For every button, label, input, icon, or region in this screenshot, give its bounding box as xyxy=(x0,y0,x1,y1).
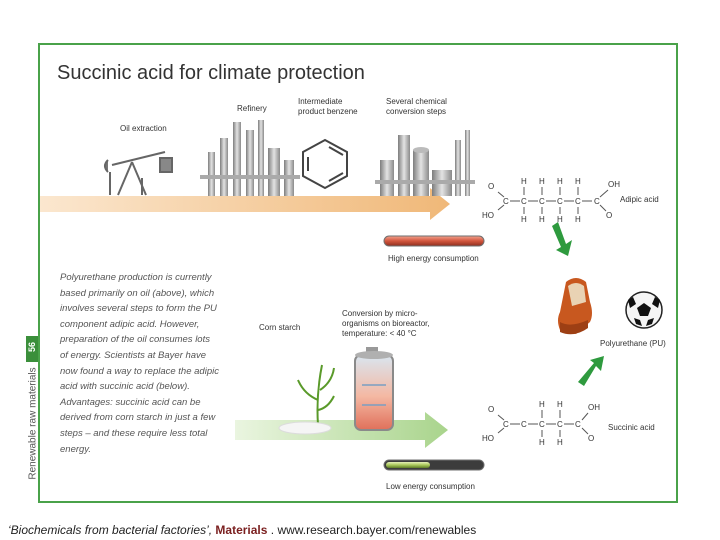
label-low-energy: Low energy consumption xyxy=(386,482,475,491)
oil-pump-icon xyxy=(105,152,172,195)
succinic-h4: H xyxy=(557,438,563,447)
caption-italic: ‘Biochemicals from bacterial factories’, xyxy=(8,523,216,537)
succinic-c5: C xyxy=(575,420,581,429)
succinic-h3: H xyxy=(539,438,545,447)
adipic-h7: H xyxy=(557,215,563,224)
succinic-h2: H xyxy=(557,400,563,409)
succinic-h1: H xyxy=(539,400,545,409)
adipic-c5: C xyxy=(575,197,581,206)
label-chemical-steps: Several chemical conversion steps xyxy=(386,97,447,116)
adipic-c3: C xyxy=(539,197,545,206)
bio-process-arrow xyxy=(235,412,448,448)
soccer-ball-icon xyxy=(626,292,662,328)
section-label: Renewable raw materials xyxy=(27,367,39,480)
source-caption xyxy=(8,523,476,537)
succinic-oh: OH xyxy=(588,403,600,412)
adipic-c4: C xyxy=(557,197,563,206)
low-energy-fill xyxy=(386,462,430,468)
adipic-c2: C xyxy=(521,197,527,206)
starch-pile xyxy=(279,422,331,434)
label-high-energy: High energy consumption xyxy=(388,254,479,263)
adipic-h5: H xyxy=(521,215,527,224)
benzene-ring-icon xyxy=(303,140,347,188)
diagram-title: Succinic acid for climate protection xyxy=(57,62,365,84)
down-pointer-arrow xyxy=(552,222,572,256)
chemical-plant-icon xyxy=(375,130,475,196)
succinic-c1: C xyxy=(503,420,509,429)
succinic-c3: C xyxy=(539,420,545,429)
adipic-o-bottom: O xyxy=(606,211,613,220)
caption-link[interactable]: . www.research.bayer.com/renewables xyxy=(267,523,477,537)
adipic-h6: H xyxy=(539,215,545,224)
label-adipic-acid: Adipic acid xyxy=(620,195,659,204)
label-conversion: Conversion by micro-organisms on bioreactor, temperature: < 40 °C xyxy=(342,309,430,338)
adipic-h3: H xyxy=(557,177,563,186)
label-succinic-acid: Succinic acid xyxy=(608,423,655,432)
adipic-acid-bonds xyxy=(498,187,608,214)
succinic-o-bottom: O xyxy=(588,434,595,443)
adipic-oh: OH xyxy=(608,180,620,189)
adipic-c1: C xyxy=(503,197,509,206)
label-corn-starch: Corn starch xyxy=(259,323,301,332)
label-polyurethane: Polyurethane (PU) xyxy=(600,339,666,348)
succinic-ho: HO xyxy=(482,434,494,443)
adipic-ho: HO xyxy=(482,211,494,220)
adipic-o-top: O xyxy=(488,182,495,191)
adipic-h1: H xyxy=(521,177,527,186)
adipic-h2: H xyxy=(539,177,545,186)
corn-plant-icon xyxy=(298,365,334,425)
succinic-o-top: O xyxy=(488,405,495,414)
car-seat-icon xyxy=(558,278,592,334)
refinery-icon xyxy=(200,120,300,196)
description-paragraph: Polyurethane production is currently based primarily on oil (above), which involves several steps to form the PU component adipic acid. However, preparation of the oil consumes lots of energy. Scientists at Bayer have now found a way to replace the adipic acid with succinic acid (below). Advantages: succinic acid can be derived from corn starch in just a few steps – and these require less total energy. xyxy=(60,272,219,455)
caption-bold: Materials xyxy=(215,523,268,537)
up-pointer-arrow xyxy=(578,356,604,386)
succinic-c2: C xyxy=(521,420,527,429)
bioreactor-icon xyxy=(355,347,393,430)
high-energy-bar xyxy=(384,236,484,246)
label-refinery: Refinery xyxy=(237,104,267,113)
label-oil-extraction: Oil extraction xyxy=(120,124,167,133)
page-number: 56 xyxy=(27,342,37,353)
succinic-c4: C xyxy=(557,420,563,429)
adipic-h8: H xyxy=(575,215,581,224)
label-intermediate: Intermediate product benzene xyxy=(298,97,358,116)
adipic-h4: H xyxy=(575,177,581,186)
adipic-c6: C xyxy=(594,197,600,206)
